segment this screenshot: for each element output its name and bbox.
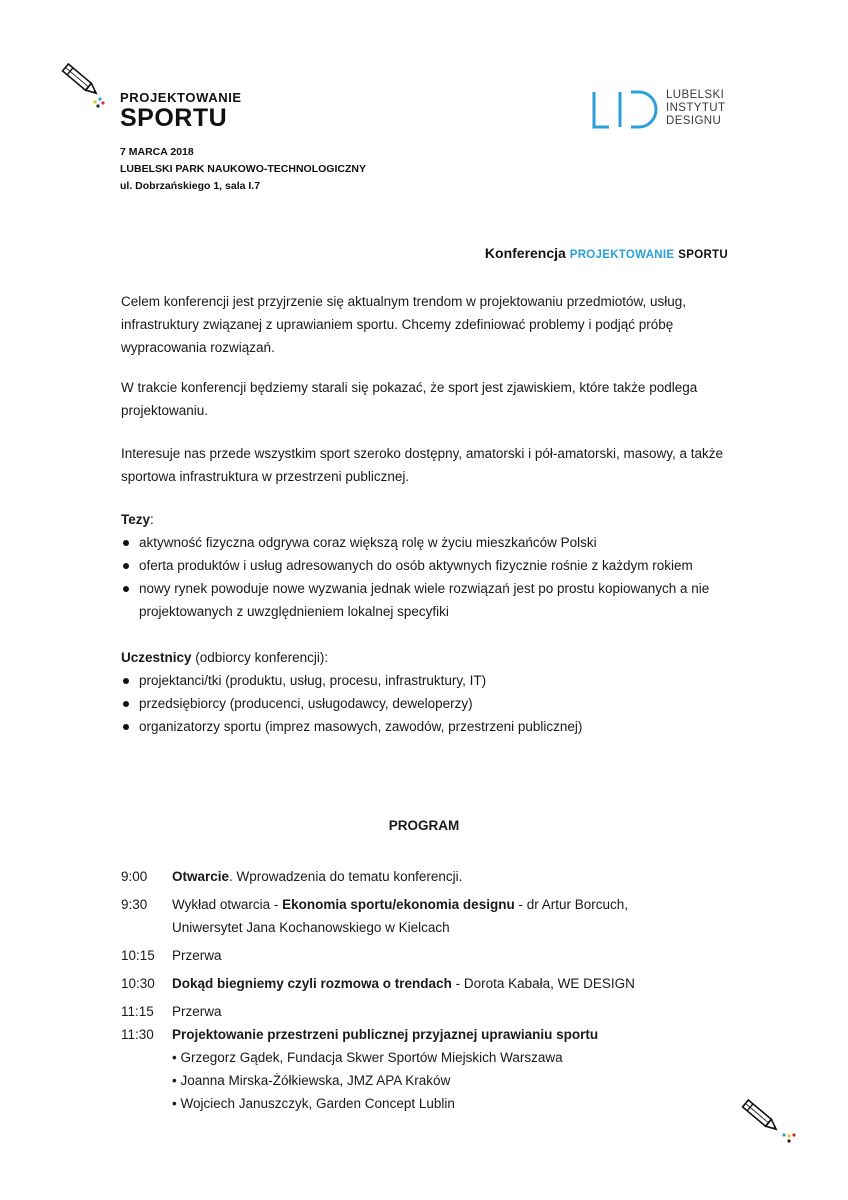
speaker-item: • Joanna Mirska-Żółkiewska, JMZ APA Kraków — [172, 1073, 451, 1088]
program-time: 11:15 — [121, 1004, 154, 1019]
program-time: 9:30 — [121, 897, 148, 912]
program-time: 10:30 — [121, 976, 155, 991]
tezy-section — [121, 508, 741, 623]
program-time: 9:00 — [121, 869, 148, 884]
heading-prefix: Konferencja — [484, 245, 566, 261]
list-item-text: projektanci/tki (produktu, usług, procesu, infrastruktury, IT) — [139, 673, 487, 688]
list-item-text: nowy rynek powoduje nowe wyzwania jednak wiele rozwiązań jest po prostu kopiowanych a nie projektowanych z uwzględnieniem lokalnej specyfiki — [139, 581, 710, 619]
uczestnicy-section — [121, 646, 741, 738]
program-desc — [172, 893, 642, 939]
uczestnicy-label: Uczestnicy — [121, 650, 192, 665]
uczestnicy-list — [121, 669, 741, 738]
pencil-icon — [54, 56, 110, 108]
list-item — [121, 554, 741, 577]
program-time: 10:15 — [121, 948, 155, 963]
intro-paragraph-1 — [121, 290, 741, 359]
bullet-icon — [123, 540, 129, 546]
lid-logo-text — [666, 89, 725, 128]
lid-line-1: LUBELSKI — [666, 89, 725, 101]
uczestnicy-suffix: (odbiorcy konferencji): — [191, 650, 329, 665]
lid-logo-icon — [591, 90, 659, 130]
tezy-list — [121, 531, 741, 623]
intro-paragraph-2 — [121, 376, 741, 422]
event-info — [120, 144, 366, 195]
list-item-text: oferta produktów i usług adresowanych do osób aktywnych fizycznie rośnie z każdym rokiem — [139, 558, 693, 573]
intro-paragraph-3 — [121, 442, 741, 488]
bullet-icon — [123, 586, 129, 592]
heading-suffix: SPORTU — [678, 249, 728, 261]
list-item-text: organizatorzy sportu (imprez masowych, zawodów, przestrzeni publicznej) — [139, 719, 583, 734]
program-title: PROGRAM — [388, 818, 460, 833]
list-item — [121, 715, 741, 738]
pencil-icon — [736, 1096, 798, 1144]
bullet-icon — [123, 701, 129, 707]
program-text: . Wprowadzenia do tematu konferencji. — [229, 869, 463, 884]
list-item-text: przedsiębiorcy (producenci, usługodawcy, deweloperzy) — [139, 696, 473, 711]
program-text: - dr Artur Borcuch, Uniwersytet Jana Kochanowskiego w Kielcach — [172, 897, 628, 935]
lid-line-3: DESIGNU — [666, 115, 722, 127]
speaker-item: • Grzegorz Gądek, Fundacja Skwer Sportów Miejskich Warszawa — [172, 1050, 563, 1065]
logo-title-line1: PROJEKTOWANIE — [120, 90, 242, 105]
paragraph-text: Celem konferencji jest przyjrzenie się aktualnym trendom w projektowaniu przedmiotów, usług, infrastruktury związanej z uprawianiem sportu. Chcemy zdefiniować problemy i podjąć próbę wypracowania rozwiązań. — [121, 294, 687, 355]
bullet-icon — [123, 724, 129, 730]
program-desc — [172, 1023, 692, 1115]
heading-accent: PROJEKTOWANIE — [569, 249, 675, 261]
program-desc: Przerwa — [172, 1004, 222, 1019]
logo-title-line2: SPORTU — [120, 104, 228, 132]
event-date: 7 MARCA 2018 — [120, 146, 194, 158]
list-item-text: aktywność fizyczna odgrywa coraz większą rolę w życiu mieszkańców Polski — [139, 535, 597, 550]
uczestnicy-heading — [121, 646, 741, 669]
program-pre: Wykład otwarcia - — [172, 897, 283, 912]
list-item — [121, 669, 741, 692]
event-address: ul. Dobrzańskiego 1, sala I.7 — [120, 180, 261, 192]
program-bold: Otwarcie — [172, 869, 230, 884]
program-text: - Dorota Kabała, WE DESIGN — [451, 976, 635, 991]
program-desc — [172, 865, 692, 888]
list-item — [121, 577, 724, 623]
bullet-icon — [123, 678, 129, 684]
list-item — [121, 692, 741, 715]
program-bold: Ekonomia sportu/ekonomia designu — [282, 897, 515, 912]
tezy-heading — [121, 508, 741, 531]
bullet-icon — [123, 563, 129, 569]
program-time: 11:30 — [121, 1027, 154, 1042]
program-bold: Projektowanie przestrzeni publicznej przyjaznej uprawianiu sportu — [172, 1027, 599, 1042]
paragraph-text: Interesuje nas przede wszystkim sport szeroko dostępny, amatorski i pół-amatorski, masowy, a także sportowa infrastruktura w przestrzeni publicznej. — [121, 446, 723, 484]
event-venue: LUBELSKI PARK NAUKOWO-TECHNOLOGICZNY — [120, 163, 366, 175]
speaker-item: • Wojciech Januszczyk, Garden Concept Lublin — [172, 1096, 455, 1111]
program-desc — [172, 972, 692, 995]
lid-line-2: INSTYTUT — [666, 102, 726, 114]
program-bold: Dokąd biegniemy czyli rozmowa o trendach — [172, 976, 452, 991]
paragraph-text: W trakcie konferencji będziemy starali się pokazać, że sport jest zjawiskiem, które także podlega projektowaniu. — [121, 380, 698, 418]
list-item — [121, 531, 741, 554]
tezy-label: Tezy — [121, 512, 151, 527]
tezy-colon: : — [150, 512, 154, 527]
program-desc: Przerwa — [172, 948, 222, 963]
conference-heading — [485, 245, 728, 261]
